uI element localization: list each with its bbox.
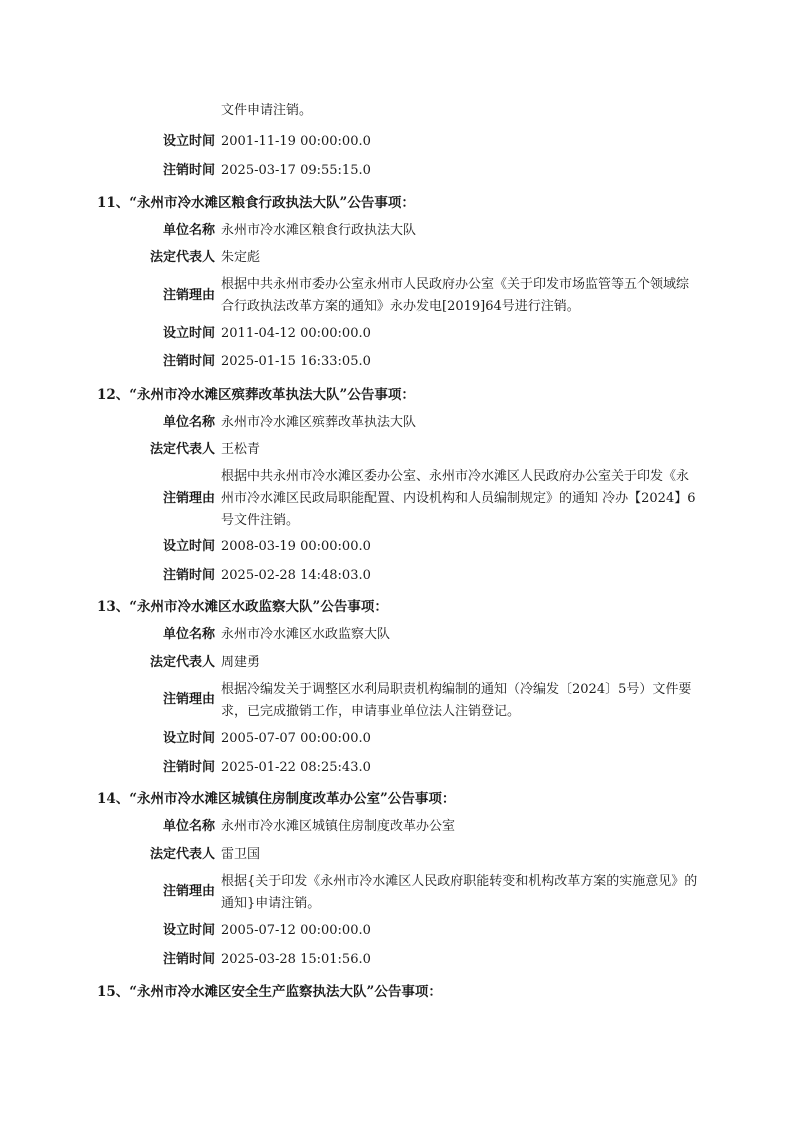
cancelled-value: 2025-01-15 16:33:05.0 [221, 354, 371, 369]
legal-rep-label: 法定代表人 [149, 655, 215, 670]
established-value: 2005-07-12 00:00:00.0 [221, 923, 371, 938]
cancelled-value: 2025-02-28 14:48:03.0 [221, 568, 371, 583]
cancelled-value: 2025-01-22 08:25:43.0 [221, 760, 371, 775]
section-heading: 14、“永州市冷水滩区城镇住房制度改革办公室”公告事项： [97, 791, 456, 807]
unit-name-label: 单位名称 [162, 415, 215, 430]
unit-name-label: 单位名称 [162, 223, 215, 238]
reason-label: 注销理由 [162, 884, 215, 899]
legal-rep-value: 雷卫国 [221, 847, 261, 862]
established-label: 设立时间 [162, 326, 215, 341]
prev-established-label: 设立时间 [162, 134, 215, 149]
cancelled-label: 注销时间 [162, 760, 215, 775]
reason-value: 根据冷编发关于调整区水利局职责机构编制的通知（冷编发〔2024〕5号）文件要求，已完成撤销工作，申请事业单位法人注销登记。 [221, 682, 692, 719]
legal-rep-label: 法定代表人 [149, 442, 215, 457]
legal-rep-label: 法定代表人 [149, 250, 215, 265]
unit-name-value: 永州市冷水滩区水政监察大队 [221, 627, 391, 642]
established-label: 设立时间 [162, 539, 215, 554]
unit-name-label: 单位名称 [162, 627, 215, 642]
unit-name-label: 单位名称 [162, 819, 215, 834]
cancelled-label: 注销时间 [162, 568, 215, 583]
cancelled-label: 注销时间 [162, 354, 215, 369]
reason-label: 注销理由 [162, 491, 215, 506]
section-heading: 13、“永州市冷水滩区水政监察大队”公告事项： [97, 599, 388, 615]
reason-label: 注销理由 [162, 692, 215, 707]
cancelled-value: 2025-03-28 15:01:56.0 [221, 952, 371, 967]
prev-established-value: 2001-11-19 00:00:00.0 [221, 134, 371, 149]
established-label: 设立时间 [162, 923, 215, 938]
prev-cancelled-value: 2025-03-17 09:55:15.0 [221, 163, 371, 178]
unit-name-value: 永州市冷水滩区城镇住房制度改革办公室 [221, 819, 456, 834]
reason-value: 根据中共永州市委办公室永州市人民政府办公室《关于印发市场监管等五个领域综合行政执法改革方案的通知》永办发电[2019]64号进行注销。 [221, 277, 690, 314]
legal-rep-value: 朱定彪 [221, 250, 261, 265]
section-heading: 12、“永州市冷水滩区殡葬改革执法大队”公告事项： [97, 387, 415, 403]
reason-label: 注销理由 [162, 288, 215, 303]
legal-rep-label: 法定代表人 [149, 847, 215, 862]
prev-reason-tail: 文件申请注销。 [221, 103, 313, 118]
established-value: 2005-07-07 00:00:00.0 [221, 731, 371, 746]
section-heading: 11、“永州市冷水滩区粮食行政执法大队”公告事项： [97, 195, 415, 211]
reason-value: 根据{关于印发《永州市冷水滩区人民政府职能转变和机构改革方案的实施意见》的通知}申请注销。 [221, 874, 698, 911]
unit-name-value: 永州市冷水滩区粮食行政执法大队 [221, 223, 417, 238]
legal-rep-value: 周建勇 [221, 655, 261, 670]
cancelled-label: 注销时间 [162, 952, 215, 967]
unit-name-value: 永州市冷水滩区殡葬改革执法大队 [221, 415, 417, 430]
established-label: 设立时间 [162, 731, 215, 746]
section-heading: 15、“永州市冷水滩区安全生产监察执法大队”公告事项： [97, 984, 442, 1000]
prev-cancelled-label: 注销时间 [162, 163, 215, 178]
legal-rep-value: 王松青 [221, 442, 261, 457]
reason-value: 根据中共永州市冷水滩区委办公室、永州市冷水滩区人民政府办公室关于印发《永州市冷水滩区民政局职能配置、内设机构和人员编制规定》的通知 冷办【2024】6号文件注销。 [221, 469, 696, 528]
established-value: 2011-04-12 00:00:00.0 [221, 326, 371, 341]
established-value: 2008-03-19 00:00:00.0 [221, 539, 371, 554]
